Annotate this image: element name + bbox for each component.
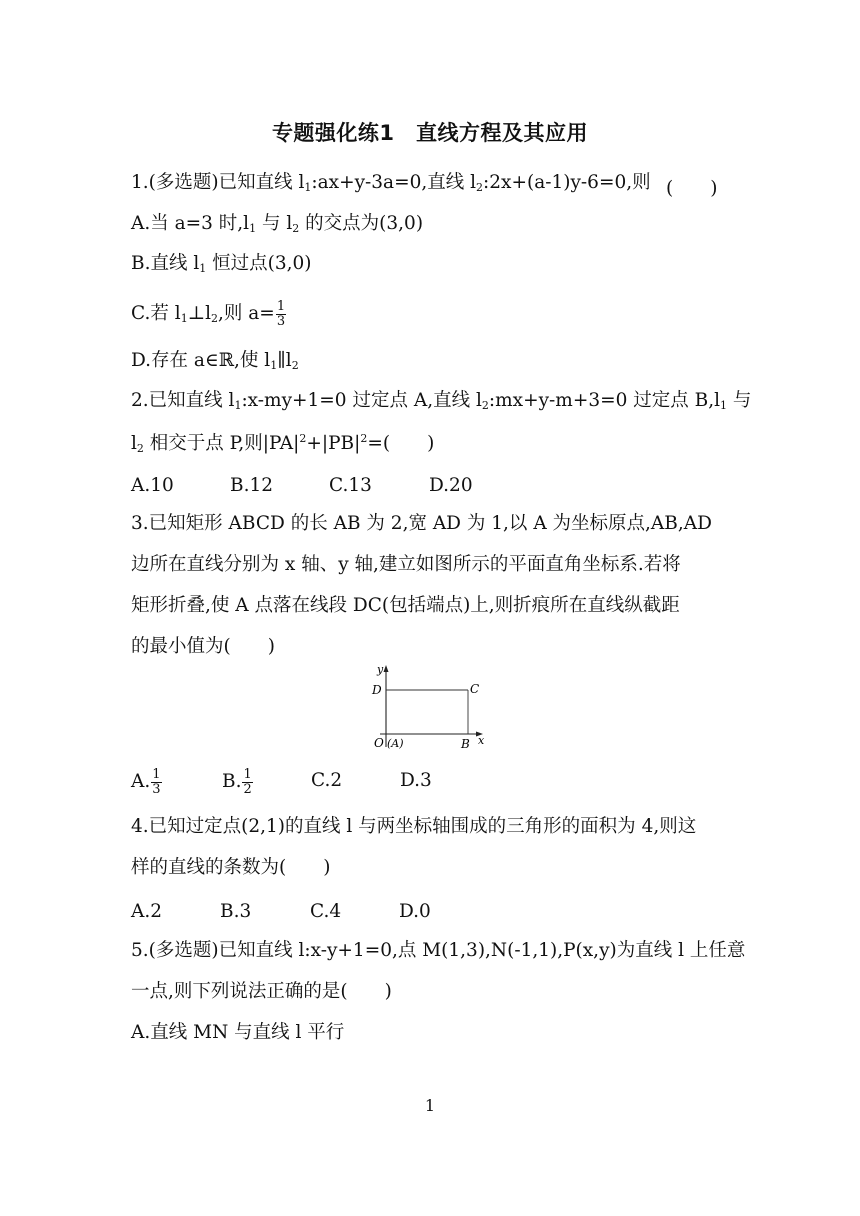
option-text: 恒过点(3,0) <box>206 253 312 274</box>
q1-stem-text: 1.(多选题)已知直线 l <box>131 172 305 193</box>
q4-option-c: C.4 <box>310 901 342 922</box>
q2-stem-line-1 <box>131 392 751 411</box>
q2-stem-text: =( ) <box>367 433 435 454</box>
q1-option-b <box>131 255 312 274</box>
option-text: ,则 a= <box>218 303 275 325</box>
option-text: A. <box>131 771 151 793</box>
q1-stem <box>131 174 651 193</box>
q3-option-d: D.3 <box>400 770 432 791</box>
option-text: 的交点为(3,0) <box>299 213 424 234</box>
q2-option-c: C.13 <box>329 475 372 496</box>
q4-option-d: D.0 <box>399 901 431 922</box>
q2-stem-text: l <box>131 433 137 454</box>
q2-stem-text: 相交于点 P,则|PA| <box>143 433 300 454</box>
label-C: C <box>470 682 480 696</box>
subscript: 1 <box>180 312 188 326</box>
y-axis-arrow <box>384 665 389 672</box>
subscript: 2 <box>481 399 489 412</box>
q2-stem-text: :mx+y-m+3=0 过定点 B,l <box>488 390 721 411</box>
subscript: 1 <box>249 222 257 235</box>
label-y: y <box>377 663 384 676</box>
q1-stem-text: :ax+y-3a=0,直线 l <box>311 172 477 193</box>
fraction-denominator: 3 <box>276 313 286 329</box>
q2-option-d: D.20 <box>429 475 473 496</box>
fraction <box>242 768 252 796</box>
q3-stem-line-1: 3.已知矩形 ABCD 的长 AB 为 2,宽 AD 为 1,以 A 为坐标原点,AB,AD <box>131 513 712 534</box>
q3-stem-line-3: 矩形折叠,使 A 点落在线段 DC(包括端点)上,则折痕所在直线纵截距 <box>131 595 680 616</box>
page-number: 1 <box>424 1096 436 1115</box>
q2-stem-text: +|PB| <box>306 433 361 454</box>
option-text: A.当 a=3 时,l <box>131 213 250 234</box>
subscript: 2 <box>292 222 300 235</box>
fraction-numerator: 1 <box>152 767 161 782</box>
fraction-denominator: 3 <box>152 781 161 797</box>
fraction-numerator: 1 <box>243 767 252 782</box>
q2-stem-text: 与 <box>727 390 752 411</box>
q1-option-a <box>131 215 423 234</box>
q1-answer-paren: ( ) <box>666 178 718 199</box>
subscript: 1 <box>720 399 728 412</box>
q5-stem-line-2: 一点,则下列说法正确的是( ) <box>131 981 392 1002</box>
q2-option-a: A.10 <box>131 475 174 496</box>
superscript: 2 <box>360 432 368 445</box>
q2-stem-text: 2.已知直线 l <box>131 390 235 411</box>
superscript: 2 <box>299 432 307 445</box>
subscript: 2 <box>211 312 219 326</box>
rectangle-coordinate-figure <box>368 662 498 754</box>
fraction <box>151 768 161 796</box>
q2-stem-line-2 <box>131 433 434 454</box>
label-B: B <box>461 737 470 751</box>
q2-option-b: B.12 <box>230 475 274 496</box>
label-D: D <box>372 683 382 697</box>
q3-stem-line-2: 边所在直线分别为 x 轴、y 轴,建立如图所示的平面直角坐标系.若将 <box>131 554 681 575</box>
q3-option-c: C.2 <box>311 770 343 791</box>
q3-option-b <box>222 768 254 796</box>
subscript: 2 <box>291 359 299 372</box>
option-text: B. <box>222 771 242 793</box>
q3-stem-line-4: 的最小值为( ) <box>131 636 275 657</box>
option-text: ⊥l <box>187 303 212 325</box>
q1-option-c <box>131 300 287 328</box>
fraction-numerator: 1 <box>276 299 286 314</box>
option-text: C.若 l <box>131 303 181 325</box>
page-title: 专题强化练1 直线方程及其应用 <box>271 121 589 145</box>
q5-stem-line-1: 5.(多选题)已知直线 l:x-y+1=0,点 M(1,3),N(-1,1),P(x,y)为直线 l 上任意 <box>131 940 746 961</box>
option-text: ∥l <box>277 350 292 371</box>
subscript: 1 <box>270 359 278 372</box>
subscript: 2 <box>476 181 484 194</box>
q4-stem-line-2: 样的直线的条数为( ) <box>131 857 331 878</box>
label-x: x <box>478 734 485 747</box>
q3-option-a <box>131 768 163 796</box>
fraction <box>276 300 286 328</box>
q1-stem-text: :2x+(a-1)y-6=0,则 <box>483 172 651 193</box>
subscript: 2 <box>136 442 144 455</box>
label-A: (A) <box>387 737 404 750</box>
fraction-denominator: 2 <box>243 781 252 797</box>
option-text: 与 l <box>256 213 293 234</box>
subscript: 1 <box>304 181 312 194</box>
q4-option-a: A.2 <box>131 901 163 922</box>
label-O: O <box>374 736 384 750</box>
option-text: B.直线 l <box>131 253 200 274</box>
q5-option-a: A.直线 MN 与直线 l 平行 <box>131 1022 345 1043</box>
q1-option-d <box>131 352 299 371</box>
q2-stem-text: :x-my+1=0 过定点 A,直线 l <box>241 390 482 411</box>
q4-stem-line-1: 4.已知过定点(2,1)的直线 l 与两坐标轴围成的三角形的面积为 4,则这 <box>131 816 697 837</box>
q4-option-b: B.3 <box>220 901 252 922</box>
subscript: 1 <box>234 399 242 412</box>
subscript: 1 <box>199 262 207 275</box>
option-text: D.存在 a∈ℝ,使 l <box>131 350 271 371</box>
